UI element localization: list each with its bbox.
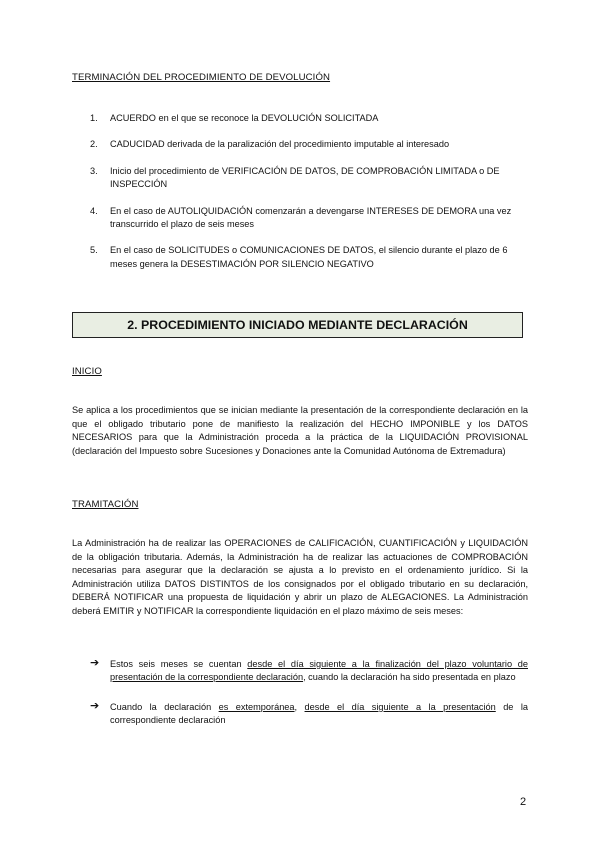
list-text: CADUCIDAD derivada de la paralización del procedimiento imputable al interesado	[110, 139, 450, 150]
arrow-icon: ➔	[90, 657, 100, 669]
tramitacion-bullets	[72, 658, 528, 728]
section-title-box	[72, 312, 523, 338]
bullet-text-underlined: desde el día siguiente a la presentación	[304, 701, 496, 712]
arrow-icon: ➔	[90, 699, 100, 712]
list-number: 2.	[90, 139, 98, 150]
bullet-text-pre: Estos seis meses se cuentan	[110, 659, 248, 669]
inicio-heading: INICIO	[72, 366, 102, 377]
bullet-text-pre: Cuando la declaración	[110, 701, 219, 712]
bullet-text-underlined: desde el día siguiente a la finalización del plazo voluntario de presentación de la correspondiente declaración	[110, 659, 528, 683]
tramitacion-heading: TRAMITACIÓN	[72, 499, 139, 510]
list-number: 1.	[90, 113, 98, 123]
list-item	[72, 205, 532, 232]
tramitacion-paragraph: La Administración ha de realizar las OPERACIONES de CALIFICACIÓN, CUANTIFICACIÓN y LIQUIDACIÓN de la obligación tributaria. Además, la Administración ha de realizar las actuaciones de COMPROBACIÓN necesarias para asegurar que la declaración se ajusta a lo previsto en el ordenamiento jurídico. Si la Administración utiliza DATOS DISTINTOS de los consignados por el obligado tributario en su declaración, DEBERÁ NOTIFICAR una propuesta de liquidación y abrir un plazo de ALEGACIONES. La Administración deberá EMITIR y NOTIFICAR la correspondiente liquidación en el plazo máximo de seis meses:	[72, 538, 528, 616]
page-number: 2	[520, 796, 527, 808]
bullet-text-underlined: es extemporánea	[218, 701, 295, 712]
section-title: 2. PROCEDIMIENTO INICIADO MEDIANTE DECLARACIÓN	[127, 318, 468, 332]
bullet-text-post: de la correspondiente declaración	[110, 701, 529, 726]
list-item	[72, 244, 532, 271]
terminacion-heading: TERMINACIÓN DEL PROCEDIMIENTO DE DEVOLUCIÓN	[72, 72, 331, 83]
list-text: En el caso de AUTOLIQUIDACIÓN comenzarán a devengarse INTERESES DE DEMORA una vez transcurrido el plazo de seis meses	[110, 205, 512, 230]
list-text: En el caso de SOLICITUDES o COMUNICACIONES DE DATOS, el silencio durante el plazo de 6 meses genera la DESESTIMACIÓN POR SILENCIO NEGATIVO	[110, 245, 508, 269]
list-number: 5.	[90, 245, 98, 256]
bullet-item	[72, 701, 528, 728]
list-number: 4.	[90, 205, 98, 216]
list-item	[72, 112, 532, 125]
bullet-item	[72, 658, 528, 685]
list-text: ACUERDO en el que se reconoce la DEVOLUCIÓN SOLICITADA	[110, 113, 379, 123]
terminacion-list	[72, 112, 532, 271]
list-text: Inicio del procedimiento de VERIFICACIÓN DE DATOS, DE COMPROBACIÓN LIMITADA o DE INSPECCIÓN	[110, 165, 500, 190]
list-number: 3.	[90, 165, 98, 176]
list-item	[72, 165, 532, 192]
inicio-paragraph: Se aplica a los procedimientos que se inician mediante la presentación de la correspondiente declaración en la que el obligado tributario pone de manifiesto la realización del HECHO IMPONIBLE y los DATOS NECESARIOS para que la Administración proceda a la práctica de la LIQUIDACIÓN PROVISIONAL (declaración del Impuesto sobre Sucesiones y Donaciones ante la Comunidad Autónoma de Extremadura)	[72, 405, 528, 456]
bullet-text-mid: ,	[294, 701, 305, 712]
list-item	[72, 138, 532, 151]
bullet-text-post: , cuando la declaración ha sido presentada en plazo	[303, 672, 516, 683]
